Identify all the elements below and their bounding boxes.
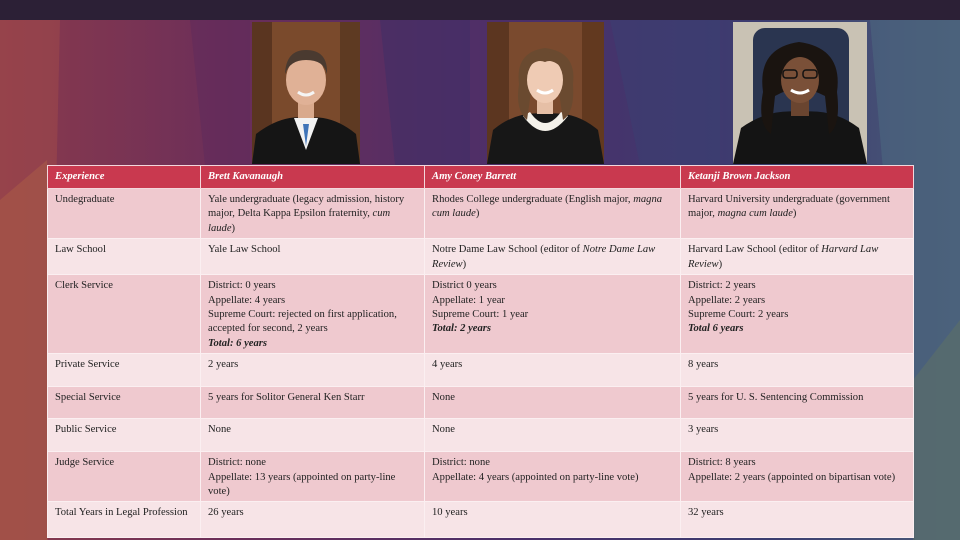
- cell-kavanaugh: District: 0 years Appellate: 4 years Supreme Court: rejected on first application, accepted for second, 2 years Total: 6 years: [201, 275, 425, 354]
- row-label: Clerk Service: [48, 275, 201, 354]
- row-label: Private Service: [48, 354, 201, 387]
- row-total-years: [48, 502, 914, 538]
- cell-jackson: 3 years: [681, 419, 914, 452]
- row-private-service: [48, 354, 914, 387]
- header-experience: Experience: [48, 166, 201, 189]
- cell-kavanaugh: District: none Appellate: 13 years (appointed on party-line vote): [201, 452, 425, 502]
- top-bar: [0, 0, 960, 20]
- row-clerk-service: [48, 275, 914, 354]
- row-label: Law School: [48, 239, 201, 275]
- cell-kavanaugh: 2 years: [201, 354, 425, 387]
- cell-jackson: Harvard University undergraduate (government major, magna cum laude): [681, 189, 914, 239]
- jackson-photo: [733, 22, 867, 164]
- cell-barrett: 10 years: [425, 502, 681, 538]
- cell-kavanaugh: Yale undergraduate (legacy admission, history major, Delta Kappa Epsilon fraternity, cum laude): [201, 189, 425, 239]
- row-label: Undegraduate: [48, 189, 201, 239]
- cell-kavanaugh: None: [201, 419, 425, 452]
- header-kavanaugh: Brett Kavanaugh: [201, 166, 425, 189]
- cell-jackson: 5 years for U. S. Sentencing Commission: [681, 387, 914, 419]
- header-row: [48, 166, 914, 189]
- row-judge-service: [48, 452, 914, 502]
- row-label: Public Service: [48, 419, 201, 452]
- cell-barrett: 4 years: [425, 354, 681, 387]
- row-law-school: [48, 239, 914, 275]
- cell-kavanaugh: 5 years for Solitor General Ken Starr: [201, 387, 425, 419]
- cell-barrett: Notre Dame Law School (editor of Notre Dame Law Review): [425, 239, 681, 275]
- row-undergraduate: [48, 189, 914, 239]
- cell-barrett: None: [425, 419, 681, 452]
- cell-barrett: District 0 years Appellate: 1 year Supreme Court: 1 year Total: 2 years: [425, 275, 681, 354]
- cell-jackson: District: 8 years Appellate: 2 years (appointed on bipartisan vote): [681, 452, 914, 502]
- cell-barrett: None: [425, 387, 681, 419]
- cell-kavanaugh: Yale Law School: [201, 239, 425, 275]
- header-barrett: Amy Coney Barrett: [425, 166, 681, 189]
- cell-jackson: 32 years: [681, 502, 914, 538]
- cell-barrett: Rhodes College undergraduate (English major, magna cum laude): [425, 189, 681, 239]
- cell-jackson: Harvard Law School (editor of Harvard Law Review): [681, 239, 914, 275]
- comparison-table: [47, 165, 914, 538]
- barrett-photo: [487, 22, 604, 164]
- cell-barrett: District: none Appellate: 4 years (appointed on party-line vote): [425, 452, 681, 502]
- cell-jackson: 8 years: [681, 354, 914, 387]
- row-label: Special Service: [48, 387, 201, 419]
- row-label: Judge Service: [48, 452, 201, 502]
- row-special-service: [48, 387, 914, 419]
- cell-kavanaugh: 26 years: [201, 502, 425, 538]
- kavanaugh-photo: [252, 22, 360, 164]
- header-jackson: Ketanji Brown Jackson: [681, 166, 914, 189]
- row-public-service: [48, 419, 914, 452]
- cell-jackson: District: 2 years Appellate: 2 years Supreme Court: 2 years Total 6 years: [681, 275, 914, 354]
- row-label: Total Years in Legal Profession: [48, 502, 201, 538]
